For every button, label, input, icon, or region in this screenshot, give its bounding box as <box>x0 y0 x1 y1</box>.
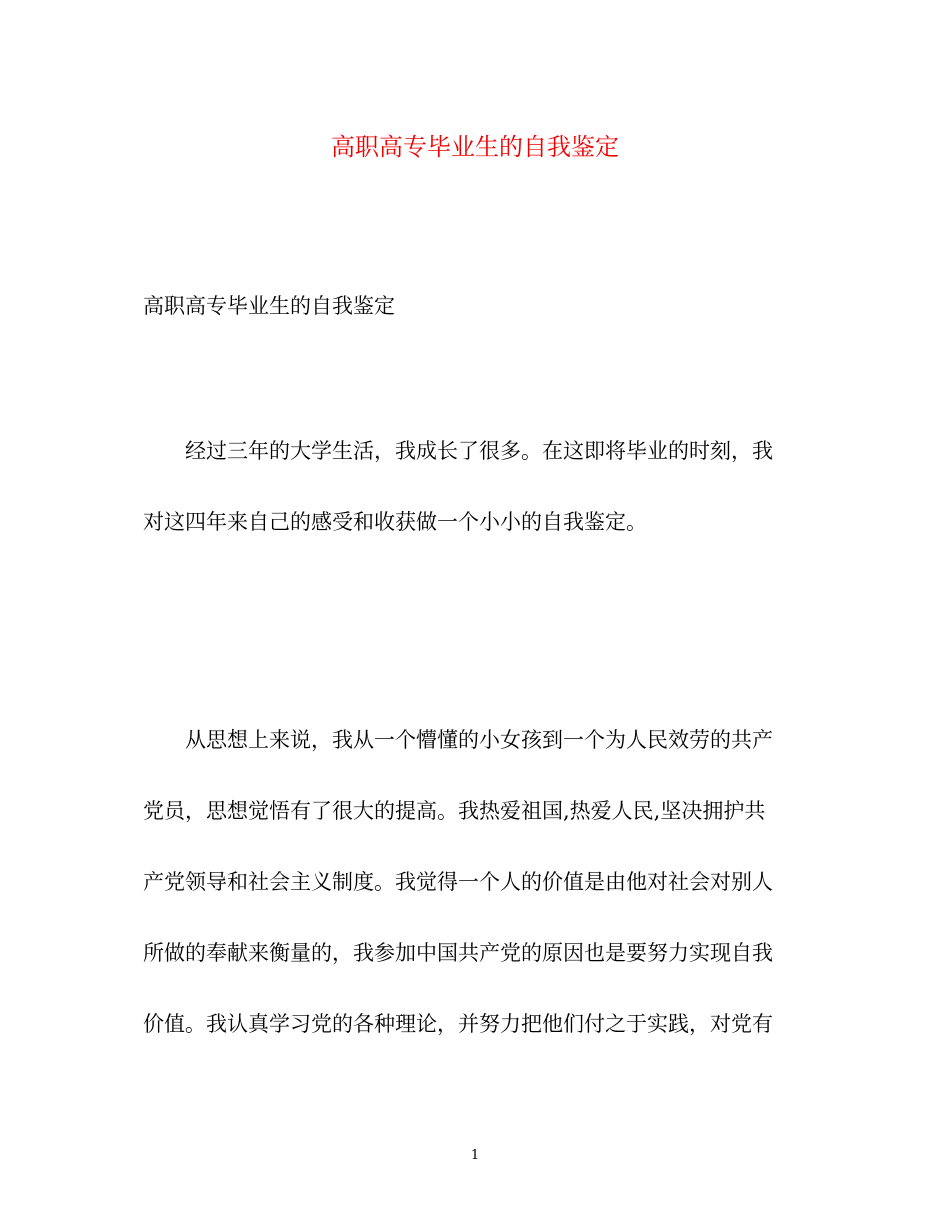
page-number: 1 <box>470 1148 480 1163</box>
paragraph-line: 价值。我认真学习党的各种理论，并努力把他们付之于实践，对党有 <box>143 1012 773 1036</box>
paragraph-line: 从思想上来说，我从一个懵懂的小女孩到一个为人民效劳的共产 <box>185 728 773 752</box>
paragraph-line: 所做的奉献来衡量的，我参加中国共产党的原因也是要努力实现自我 <box>143 941 773 965</box>
paragraph-2 <box>143 726 803 1081</box>
document-subheading: 高职高专毕业生的自我鉴定 <box>143 294 395 318</box>
paragraph-line: 党员，思想觉悟有了很大的提高。我热爱祖国,热爱人民,坚决拥护共 <box>143 799 766 823</box>
paragraph-line: 对这四年来自己的感受和收获做一个小小的自我鉴定。 <box>143 510 647 534</box>
document-title: 高职高专毕业生的自我鉴定 <box>331 133 619 161</box>
paragraph-line: 产党领导和社会主义制度。我觉得一个人的价值是由他对社会对别人 <box>143 870 773 894</box>
paragraph-1 <box>143 437 803 579</box>
paragraph-line: 经过三年的大学生活，我成长了很多。在这即将毕业的时刻，我 <box>185 439 773 463</box>
